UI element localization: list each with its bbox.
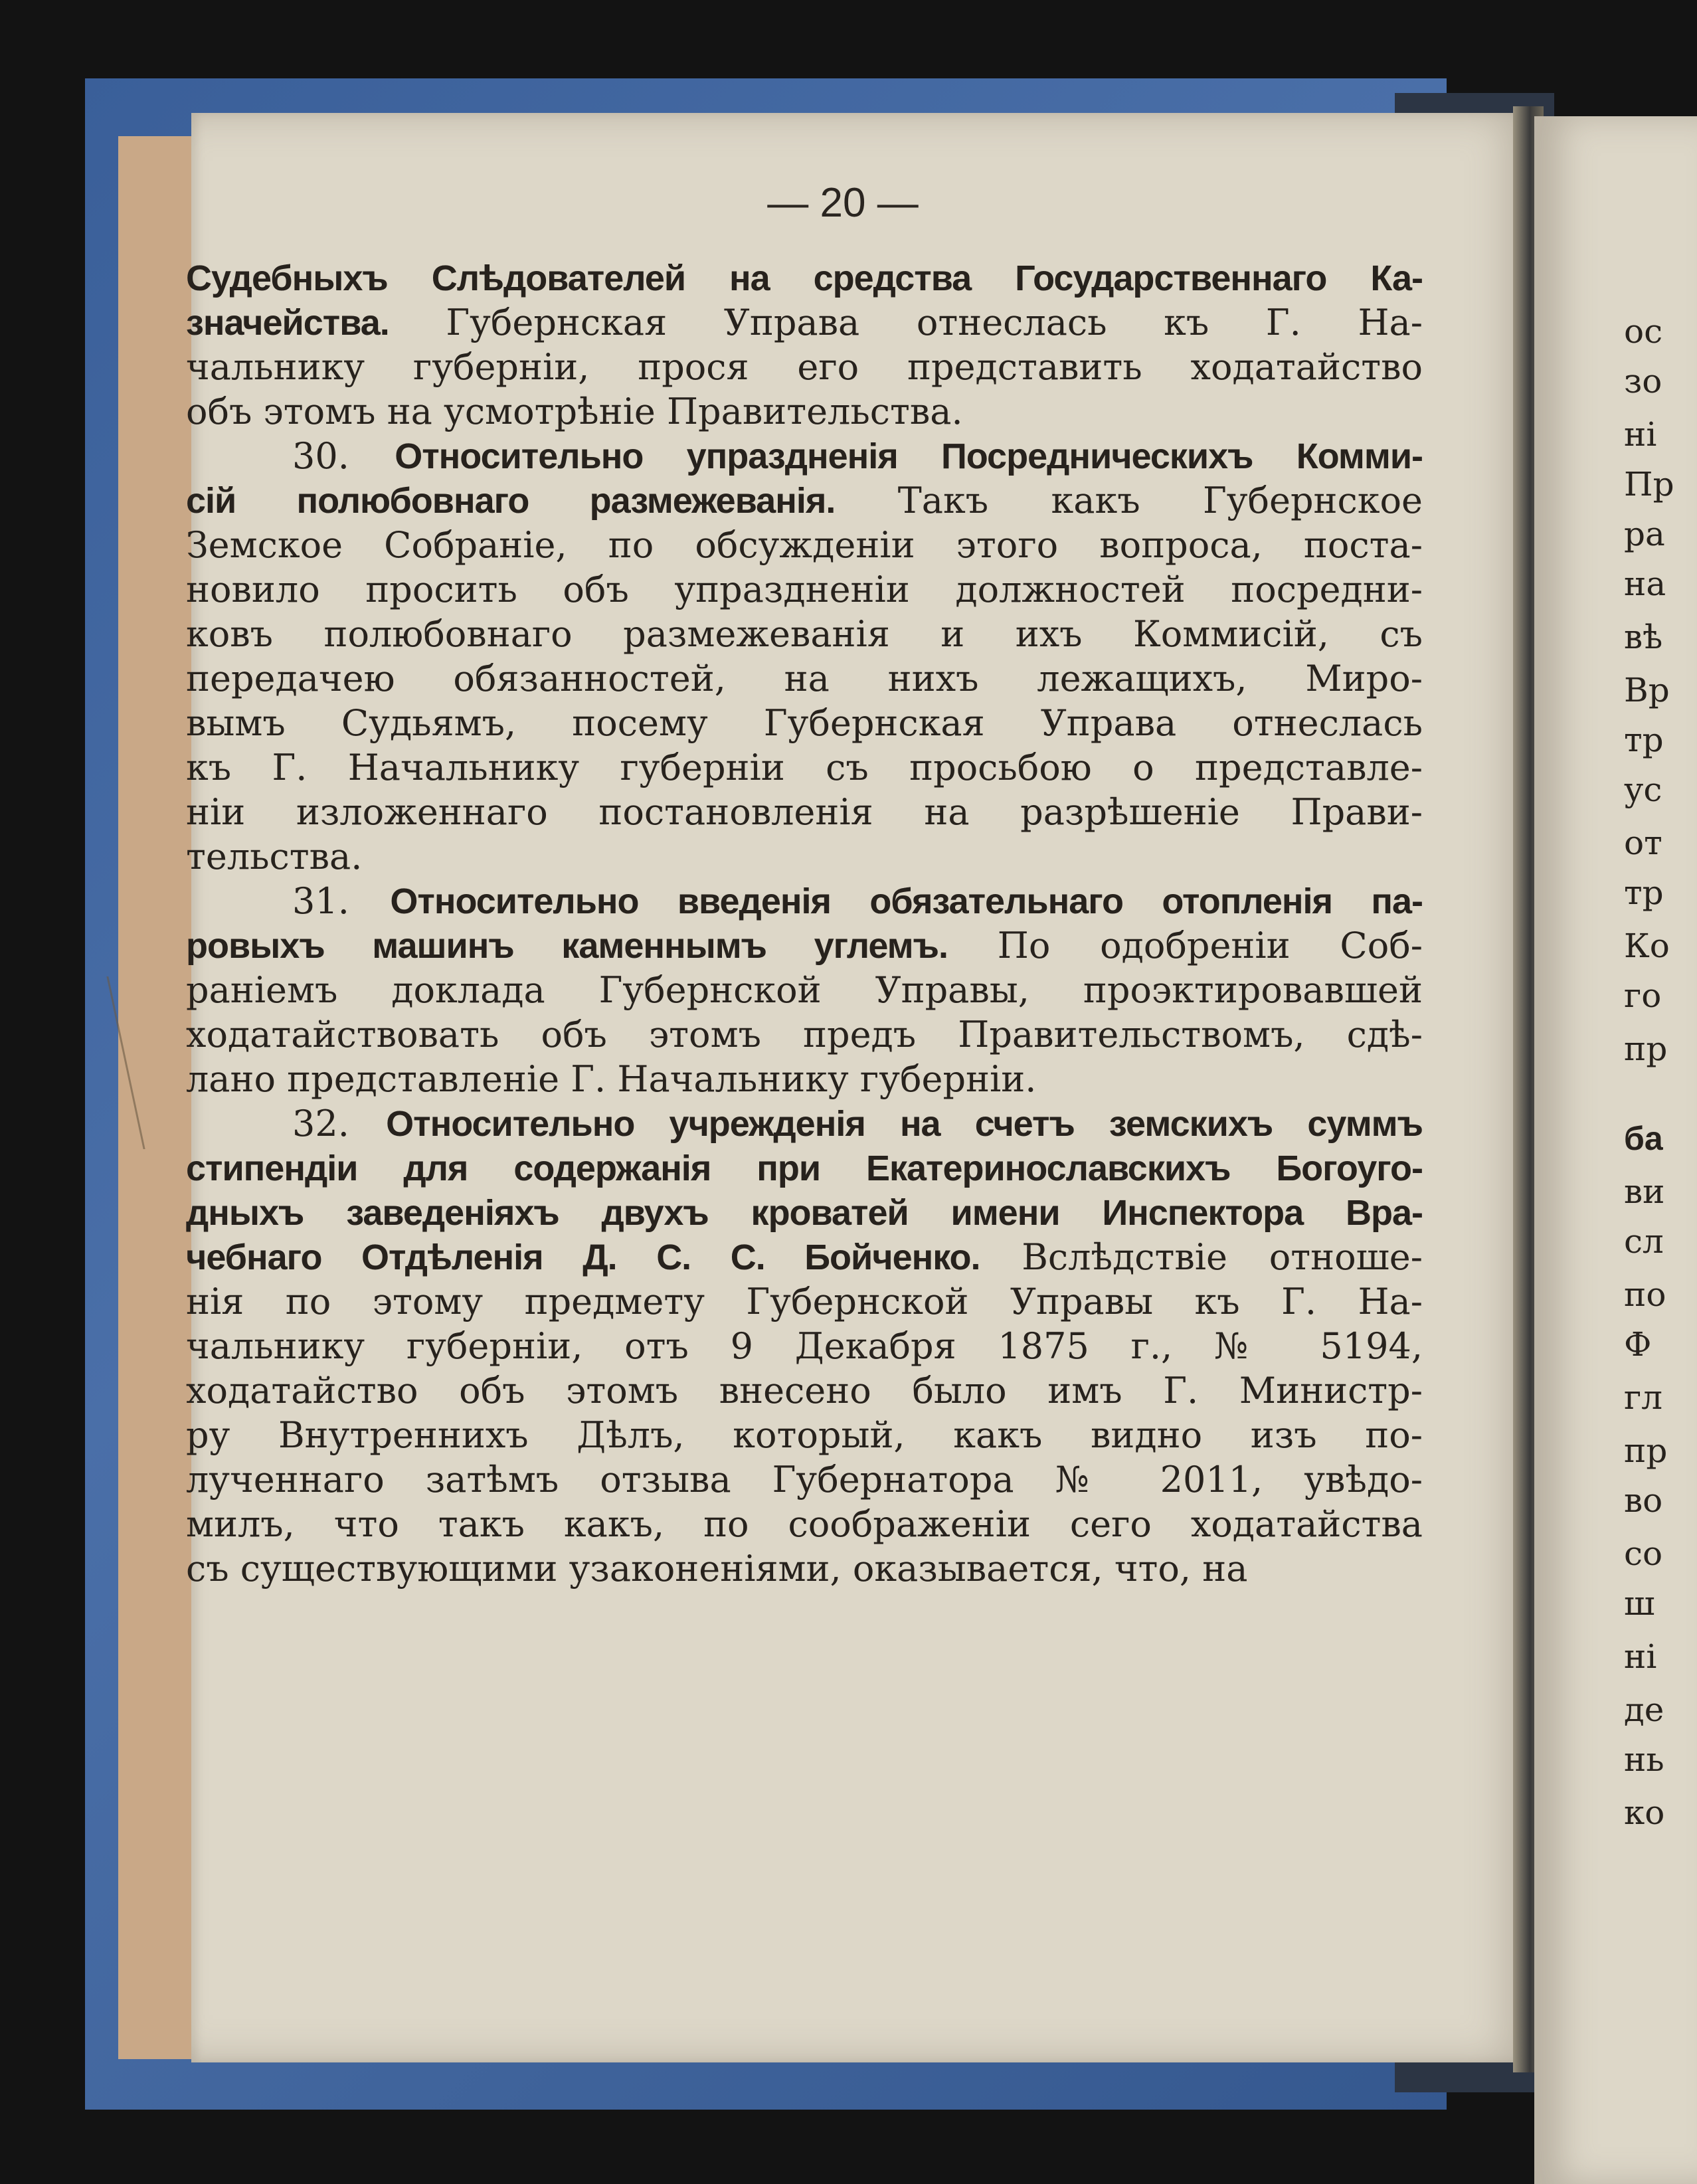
- next-page-fragment: ні: [1624, 415, 1657, 454]
- next-page-fragment: со: [1624, 1534, 1663, 1573]
- next-page-fragment: ви: [1624, 1172, 1665, 1211]
- text-line: [186, 834, 1423, 879]
- text-line: [186, 1324, 1423, 1368]
- next-page-fragment: от: [1624, 824, 1662, 862]
- body-text-run: съ существующими узаконеніями, оказывается, что, на: [186, 1548, 1248, 1590]
- next-page-fragment: тр: [1624, 873, 1664, 912]
- next-page-fragment: ні: [1624, 1637, 1657, 1676]
- text-line: [186, 567, 1423, 612]
- body-text-run: нія по этому предмету Губернской Управы къ Г. На-: [186, 1281, 1423, 1322]
- text-line: [186, 523, 1423, 567]
- body-text-run: лано представленіе Г. Начальнику губерніи.: [186, 1058, 1037, 1100]
- text-line: [186, 968, 1423, 1012]
- next-page-fragment: по: [1624, 1275, 1666, 1314]
- text-line: [186, 701, 1423, 745]
- next-page-fragment: Ф: [1624, 1325, 1652, 1364]
- page-body-text: [186, 256, 1423, 1591]
- text-line: [186, 345, 1423, 389]
- body-text-run: чальнику губерніи, прося его представить ходатайство: [186, 346, 1423, 388]
- text-line: [186, 1190, 1423, 1235]
- text-line: [186, 478, 1423, 523]
- next-page-fragment: ус: [1624, 771, 1662, 809]
- next-page-fragment: го: [1624, 976, 1662, 1015]
- body-text-run: ковъ полюбовнаго размежеванія и ихъ Коммисій, съ: [186, 613, 1423, 655]
- section-heading: Относительно учрежденія на счетъ земскихъ суммъ: [386, 1104, 1423, 1144]
- body-text-run: ніи изложеннаго постановленія на разрѣшеніе Прави-: [186, 791, 1423, 833]
- body-text-run: Такъ какъ Губернское: [835, 480, 1423, 521]
- text-line: [186, 1502, 1423, 1546]
- text-line: [186, 1546, 1423, 1591]
- next-page-fragment: пр: [1624, 1431, 1668, 1470]
- text-line: [186, 1101, 1423, 1146]
- next-page-fragment: нь: [1624, 1740, 1664, 1779]
- next-page-fragment: де: [1624, 1690, 1664, 1729]
- next-page-fragment: зо: [1624, 362, 1662, 401]
- next-page-fragment: гл: [1624, 1378, 1662, 1417]
- body-text-run: раніемъ доклада Губернской Управы, проэктировавшей: [186, 969, 1423, 1011]
- section-heading: стипендіи для содержанія при Екатеринославскихъ Богоуго-: [186, 1148, 1423, 1188]
- body-text-run: Земское Собраніе, по обсужденіи этого вопроса, поста-: [186, 524, 1423, 566]
- next-page-fragment: сл: [1624, 1222, 1664, 1261]
- text-line: [186, 612, 1423, 656]
- next-page-fragment: ш: [1624, 1584, 1655, 1623]
- section-number: 32.: [292, 1103, 387, 1144]
- text-line: [186, 256, 1423, 300]
- page-number: [191, 179, 1534, 227]
- section-number: 30.: [292, 435, 395, 477]
- text-line: [186, 656, 1423, 701]
- next-page-fragment: Вр: [1624, 671, 1670, 709]
- body-text-run: къ Г. Начальнику губерніи съ просьбою о представле-: [186, 747, 1423, 788]
- text-line: [186, 923, 1423, 968]
- text-line: [186, 1057, 1423, 1101]
- text-line: [186, 1413, 1423, 1457]
- text-line: [186, 1235, 1423, 1279]
- next-page-fragment: Ко: [1624, 927, 1670, 965]
- section-heading: чебнаго Отдѣленія Д. С. С. Бойченко.: [186, 1237, 980, 1277]
- body-text-run: ру Внутреннихъ Дѣлъ, который, какъ видно изъ по-: [186, 1414, 1423, 1456]
- next-page-fragment: ба: [1624, 1120, 1663, 1157]
- section-heading: Судебныхъ Слѣдователей на средства Государственнаго Ка-: [186, 258, 1423, 298]
- next-page-fragment: на: [1624, 565, 1666, 603]
- text-line: [186, 1279, 1423, 1324]
- body-text-run: тельства.: [186, 836, 363, 877]
- next-page-fragment: вѣ: [1624, 618, 1663, 656]
- text-line: [186, 879, 1423, 923]
- section-heading: ровыхъ машинъ каменнымъ углемъ.: [186, 926, 948, 966]
- body-text-run: Вслѣдствіе отноше-: [980, 1236, 1423, 1278]
- section-heading: Относительно введенія обязательнаго отопленія па-: [390, 881, 1423, 921]
- section-heading: значейства.: [186, 303, 389, 343]
- next-page-fragment: Пр: [1624, 465, 1674, 503]
- next-page-fragment: ра: [1624, 515, 1665, 553]
- text-line: [186, 389, 1423, 434]
- section-heading: сій полюбовнаго размежеванія.: [186, 481, 836, 521]
- next-page-fragment: во: [1624, 1481, 1663, 1520]
- section-heading: дныхъ заведеніяхъ двухъ кроватей имени Инспектора Вра-: [186, 1193, 1423, 1233]
- page-number-text: — 20 —: [767, 180, 919, 226]
- body-text-run: вымъ Судьямъ, посему Губернская Управа отнеслась: [186, 702, 1423, 744]
- next-page-fragment: тр: [1624, 721, 1664, 759]
- right-page-edge: [1534, 116, 1697, 2184]
- section-number: 31.: [292, 880, 391, 922]
- body-text-run: По одобреніи Соб-: [948, 925, 1423, 966]
- body-text-run: новило просить объ упраздненіи должностей посредни-: [186, 569, 1423, 610]
- body-text-run: Губернская Управа отнеслась къ Г. На-: [389, 302, 1423, 343]
- next-page-fragment: пр: [1624, 1030, 1668, 1068]
- body-text-run: чальнику губерніи, отъ 9 Декабря 1875 г., № 5194,: [186, 1325, 1423, 1367]
- text-line: [186, 745, 1423, 790]
- text-line: [186, 434, 1423, 478]
- body-text-run: лученнаго затѣмъ отзыва Губернатора № 2011, увѣдо-: [186, 1459, 1423, 1501]
- text-line: [186, 1146, 1423, 1190]
- next-page-fragment: ос: [1624, 312, 1663, 351]
- body-text-run: объ этомъ на усмотрѣніе Правительства.: [186, 391, 963, 432]
- body-text-run: ходатайствовать объ этомъ предъ Правительствомъ, сдѣ-: [186, 1014, 1423, 1055]
- text-line: [186, 1457, 1423, 1502]
- next-page-fragment: ко: [1624, 1793, 1665, 1832]
- body-text-run: ходатайство объ этомъ внесено было имъ Г. Министр-: [186, 1370, 1423, 1411]
- text-line: [186, 1012, 1423, 1057]
- body-text-run: передачею обязанностей, на нихъ лежащихъ, Миро-: [186, 658, 1423, 699]
- section-heading: Относительно упраздненія Посредническихъ Комми-: [395, 436, 1423, 476]
- text-line: [186, 1368, 1423, 1413]
- text-line: [186, 300, 1423, 345]
- text-line: [186, 790, 1423, 834]
- body-text-run: милъ, что такъ какъ, по соображеніи сего ходатайства: [186, 1503, 1423, 1545]
